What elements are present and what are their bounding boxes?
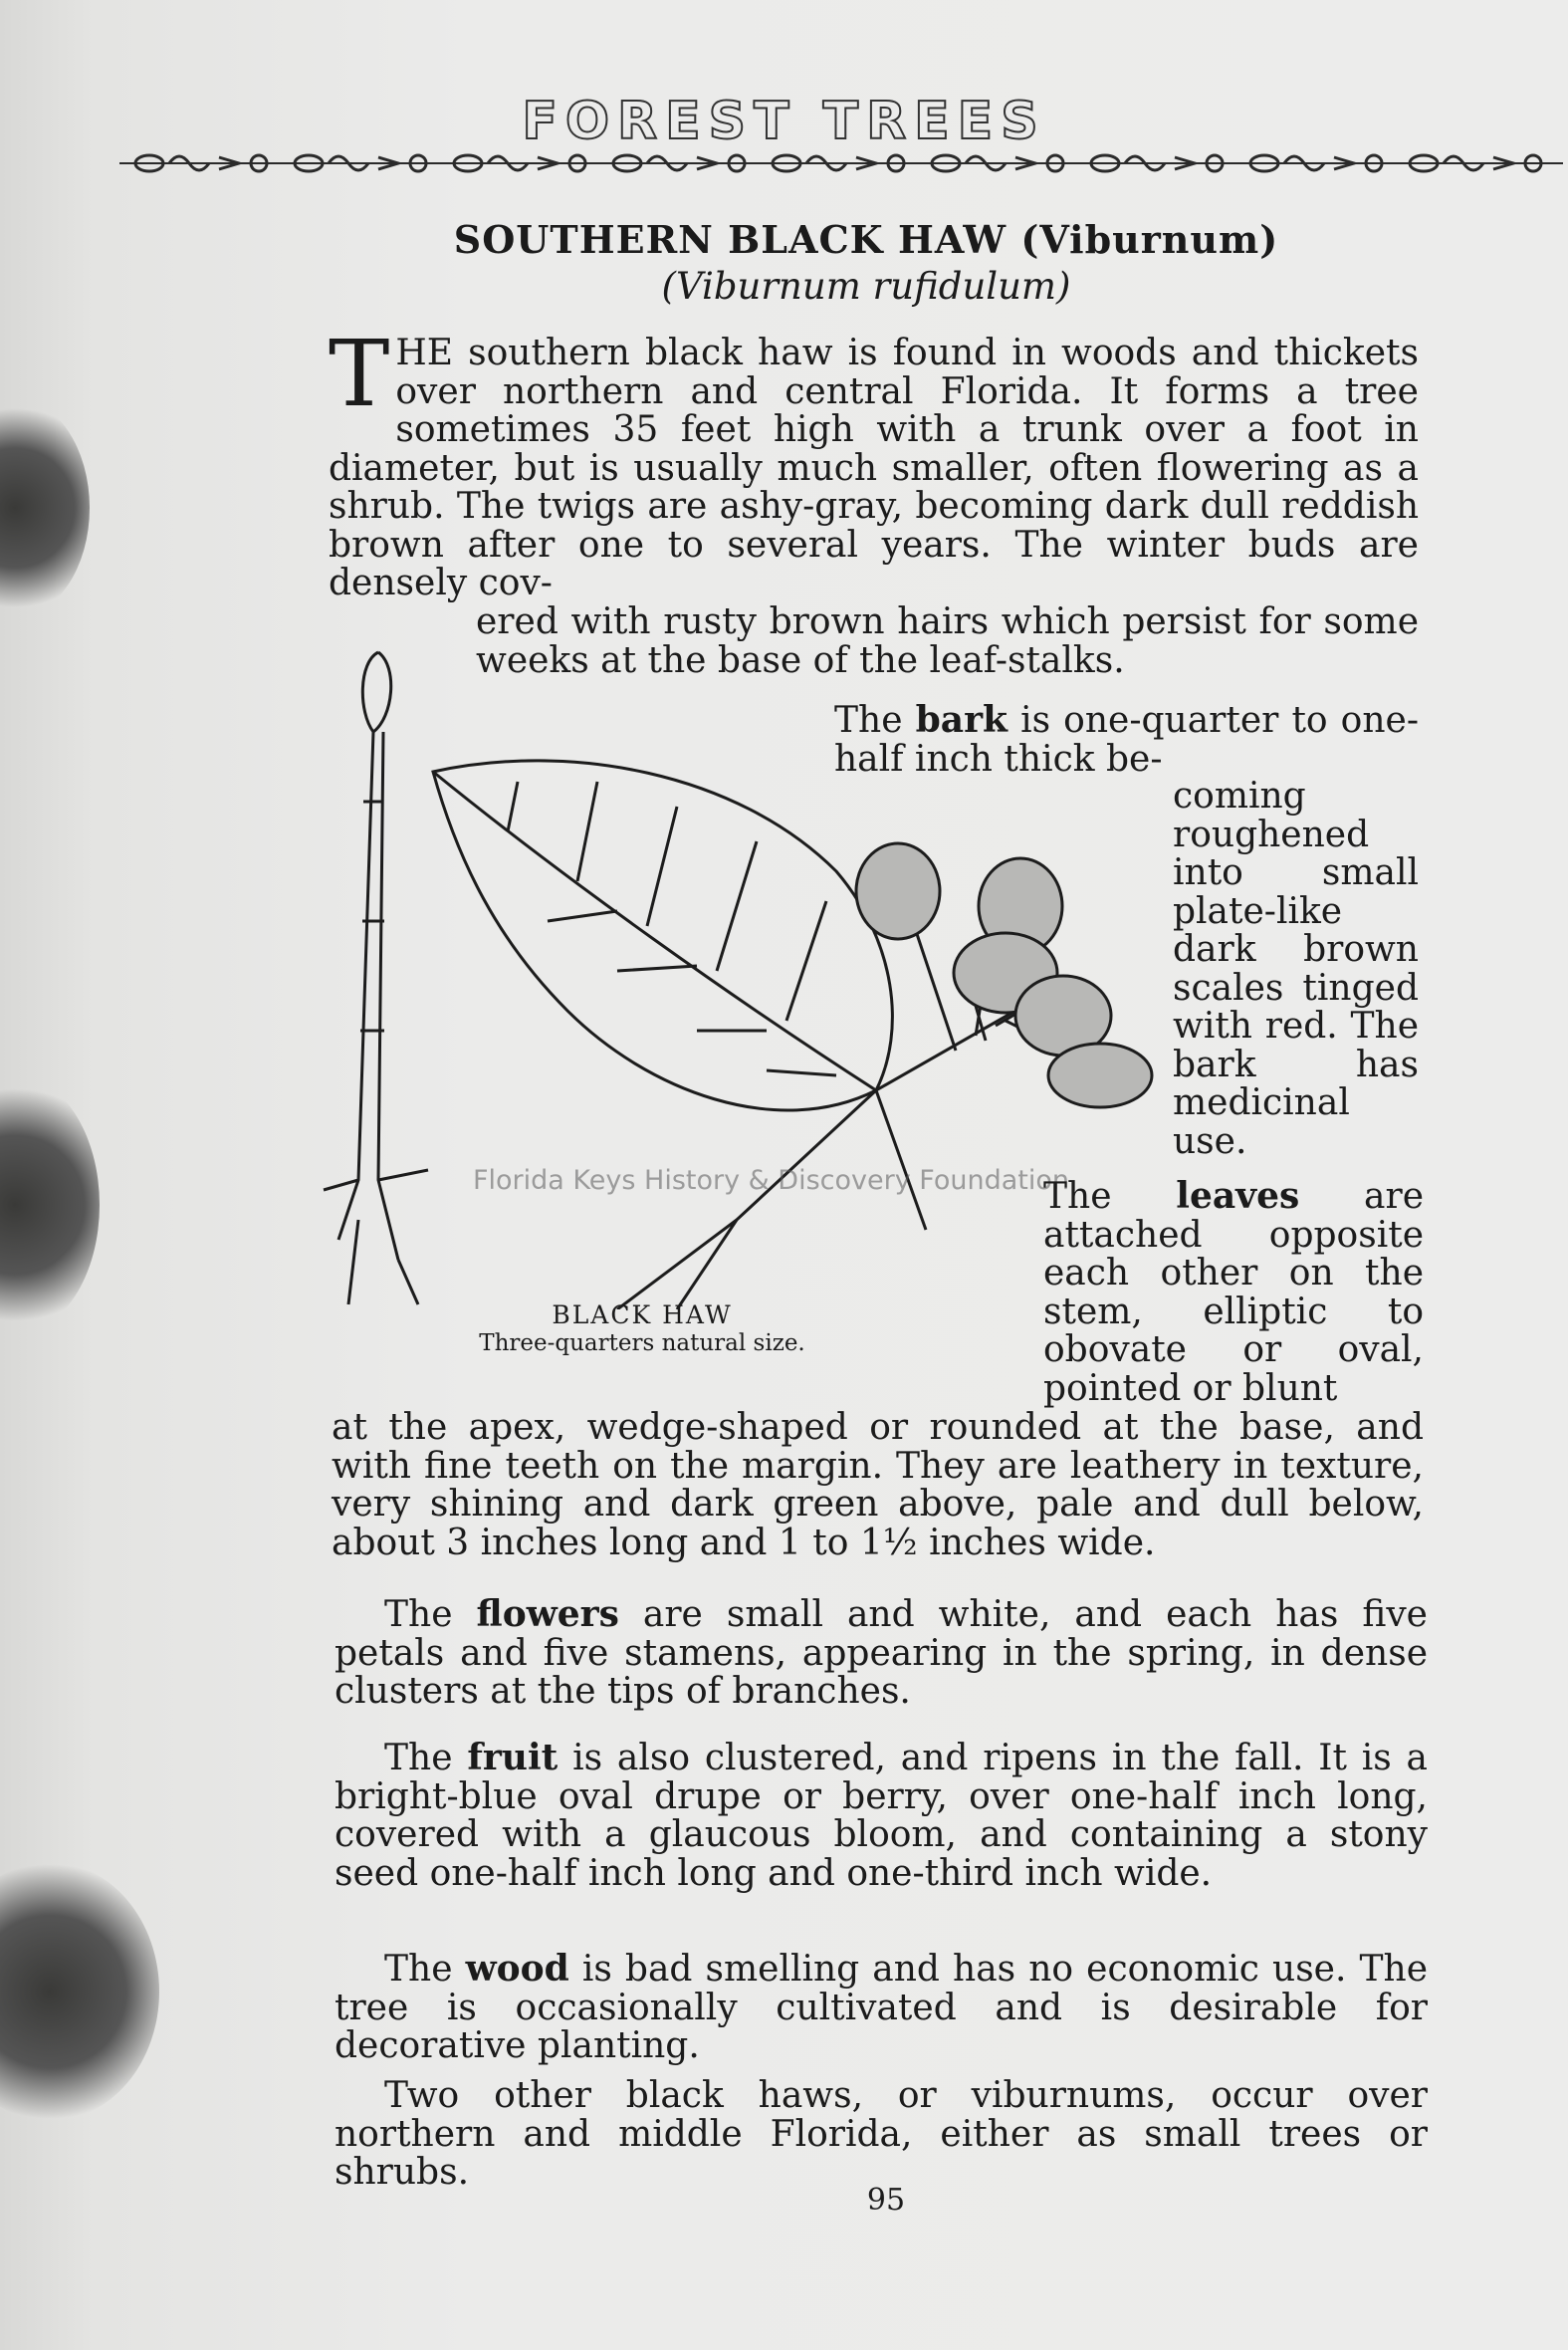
bark-paragraph-continued: coming roughened into small plate-like dark brown scales tinged with red. The bark has medicinal use. bbox=[1173, 776, 1419, 1162]
running-head: FOREST TREES bbox=[522, 92, 1046, 151]
fruit-paragraph: The fruit is also clustered, and ripens in the fall. It is a bright-blue oval drupe or berry, over one-half inch long, covered with a glaucous bloom, and containing a stony seed one-half inch long and one-third inch wide. bbox=[335, 1737, 1428, 1894]
figure-caption: BLACK HAW bbox=[552, 1300, 733, 1329]
wood-paragraph: The wood is bad smelling and has no economic use. The tree is occasionally cultivated and is desirable for decorative planting. bbox=[335, 1948, 1428, 2066]
intro-paragraph: THE southern black haw is found in woods and thickets over northern and central Florida. It forms a tree sometimes 35 feet high with a trunk over a foot in diameter, but is usually much smaller, often flowering as a shrub. The twigs are ashy-gray, becoming dark dull reddish brown after one to several years. The winter buds are densely cov- bbox=[329, 321, 1419, 603]
drop-cap: T bbox=[329, 321, 390, 427]
article-title: SOUTHERN BLACK HAW (Viburnum) bbox=[453, 217, 1279, 262]
scientific-name: (Viburnum rufidulum) bbox=[661, 265, 1071, 308]
watermark: Florida Keys History & Discovery Foundation bbox=[473, 1165, 1069, 1196]
page-number: 95 bbox=[866, 2183, 906, 2218]
ornament-rule-icon bbox=[119, 141, 1563, 181]
intro-paragraph-continued: ered with rusty brown hairs which persist for some weeks at the base of the leaf-stalks. bbox=[476, 601, 1419, 681]
closing-paragraph: Two other black haws, or viburnums, occur over northern and middle Florida, either as small trees or shrubs. bbox=[335, 2075, 1428, 2193]
flowers-paragraph: The flowers are small and white, and each has five petals and five stamens, appearing in the spring, in dense clusters at the tips of branches. bbox=[335, 1593, 1428, 1712]
burn-mark bbox=[0, 1075, 100, 1334]
leaves-paragraph: The leaves are attached opposite each other on the stem, elliptic to obovate or oval, pointed or blunt bbox=[1043, 1175, 1424, 1409]
burn-mark bbox=[0, 1862, 159, 2121]
bark-paragraph: The bark is one-quarter to one-half inch thick be- bbox=[834, 699, 1419, 780]
leaves-paragraph-continued: at the apex, wedge-shaped or rounded at the base, and with fine teeth on the margin. They are leathery in texture, very shining and dark green above, pale and dull below, about 3 inches long and 1 to 1½ inches wide. bbox=[332, 1407, 1424, 1563]
black-haw-illustration bbox=[319, 622, 1165, 1309]
figure-subcaption: Three-quarters natural size. bbox=[479, 1330, 805, 1356]
burn-mark bbox=[0, 398, 90, 617]
